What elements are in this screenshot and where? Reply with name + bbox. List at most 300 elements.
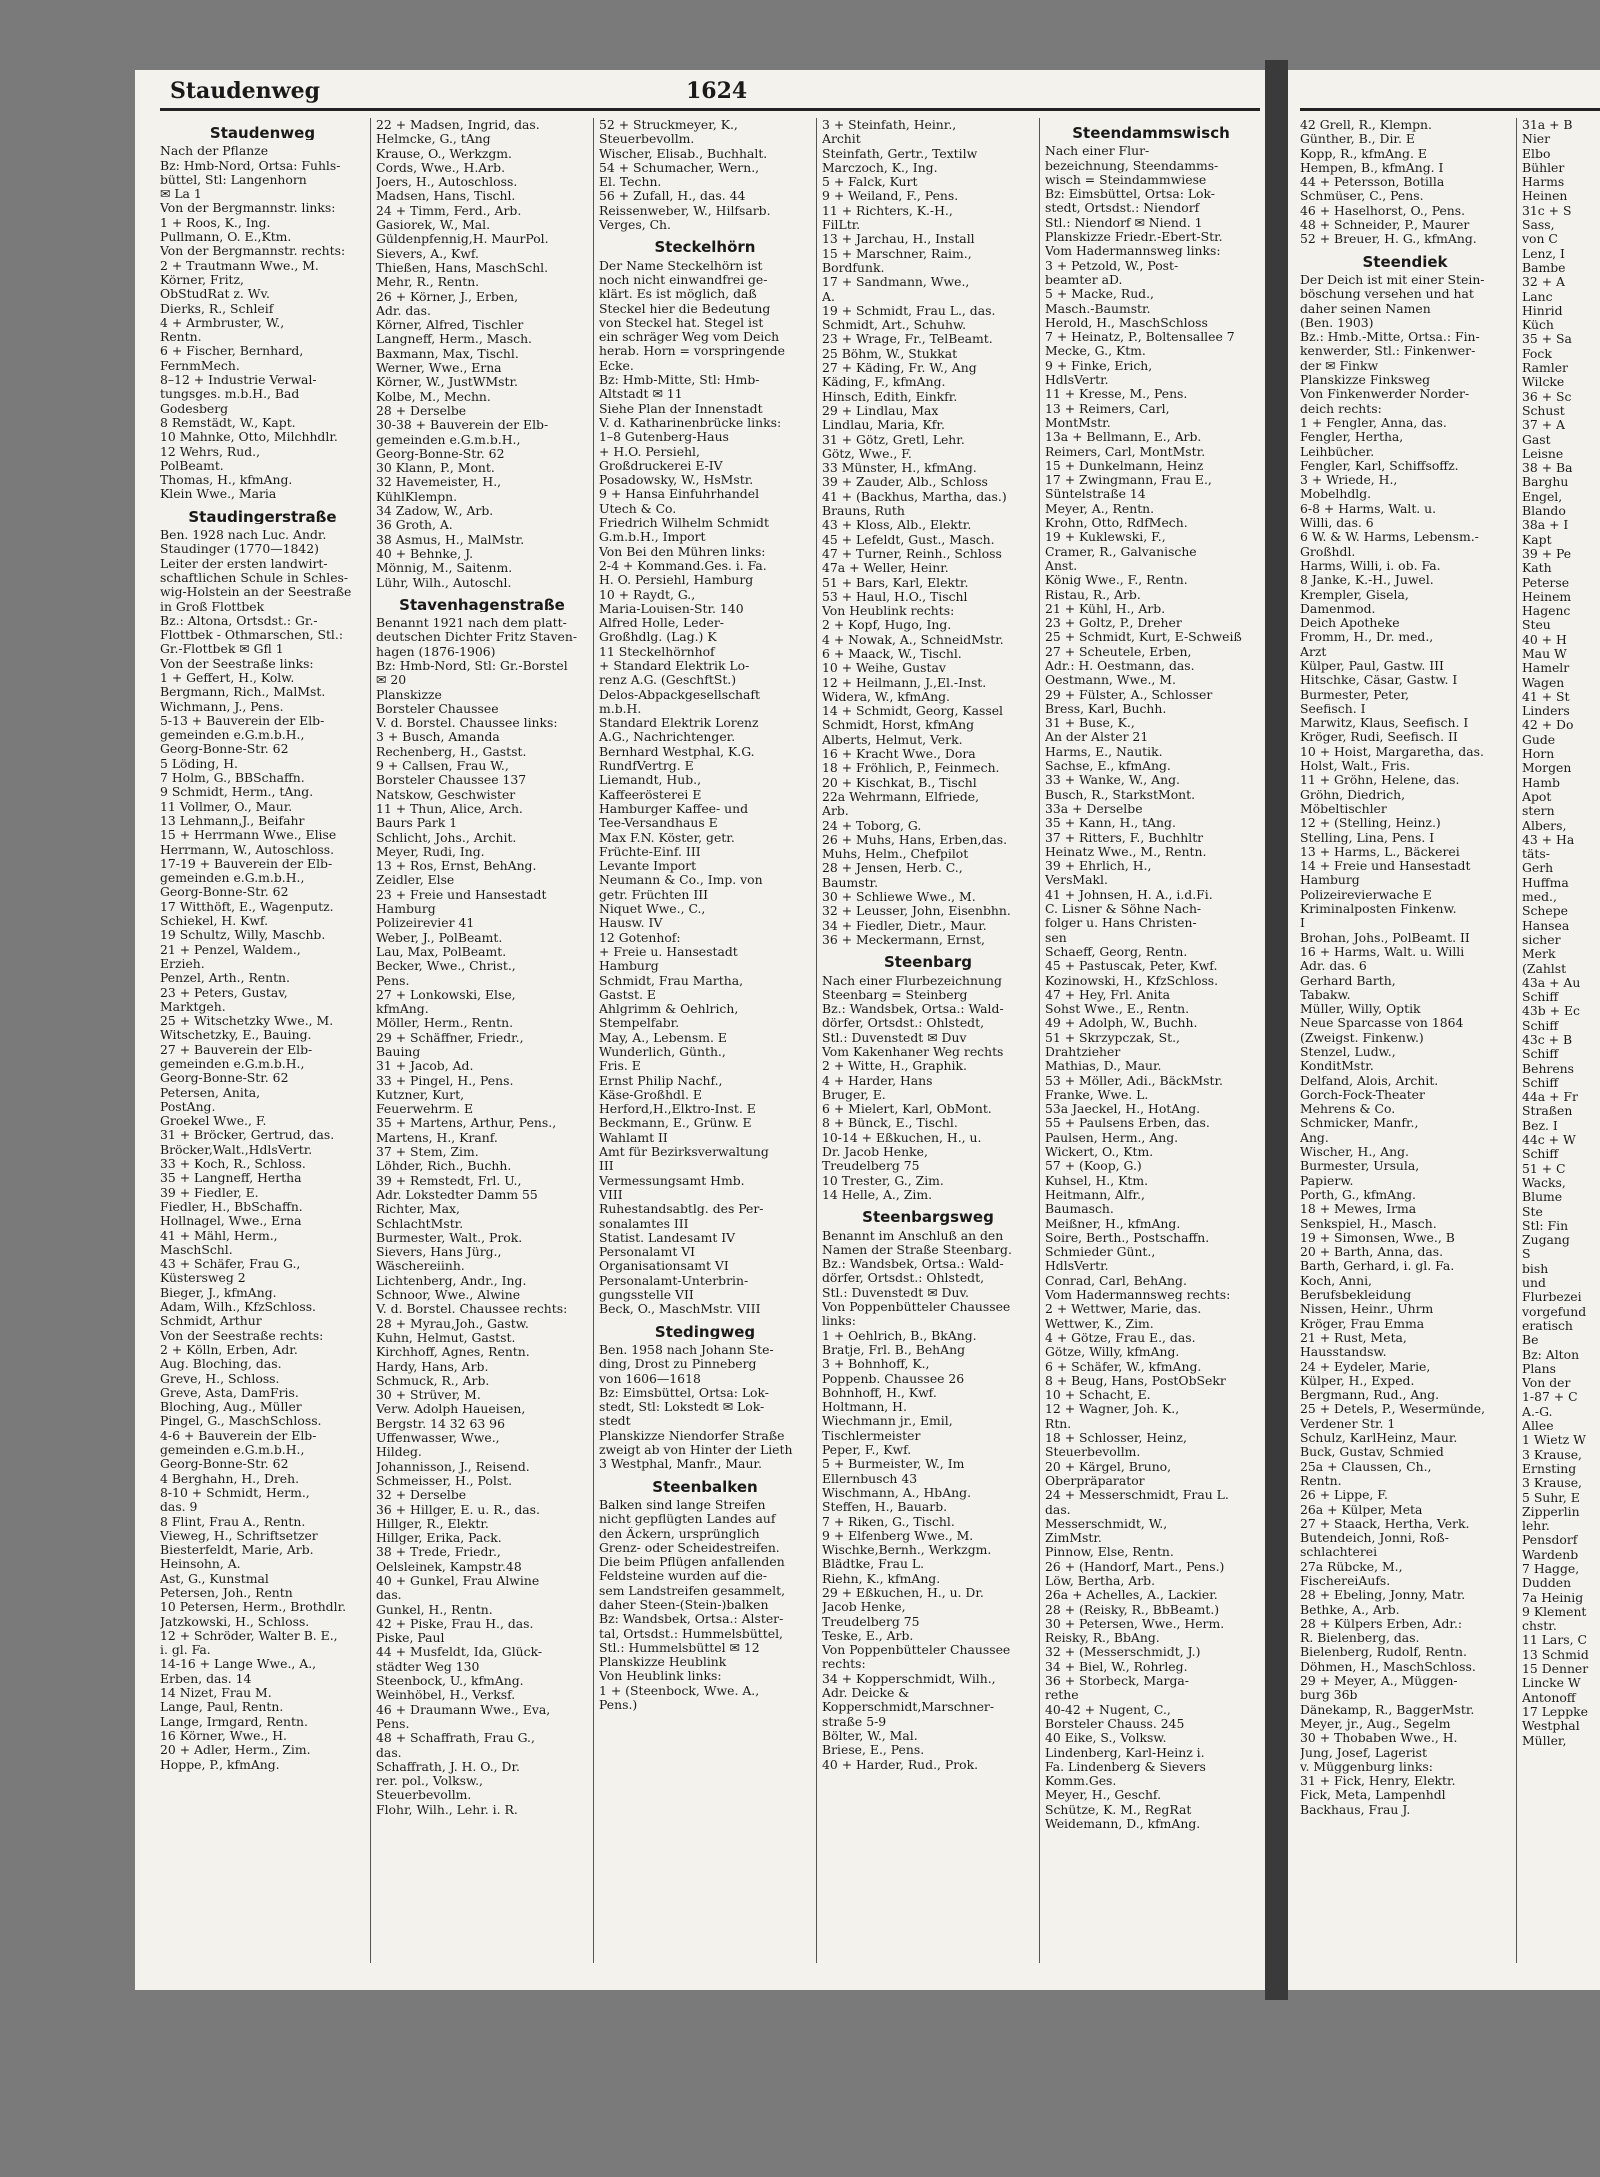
- directory-entry-line: Greve, Asta, DamFris.: [160, 1385, 299, 1400]
- directory-entry-line: Martens, H., Kranf.: [376, 1130, 498, 1145]
- directory-entry-line: 11 Steckelhörnhof: [599, 644, 715, 659]
- directory-entry-line: 24 + Timm, Ferd., Arb.: [376, 203, 522, 218]
- directory-entry-line: gemeinden e.G.m.b.H.,: [160, 1443, 305, 1458]
- directory-entry-line: Günther, B., Dir. E: [1300, 132, 1415, 147]
- directory-entry-line: 16 + Harms, Walt. u. Willi: [1300, 944, 1465, 959]
- directory-entry-line: Straßen: [1522, 1104, 1573, 1119]
- directory-entry-line: Piske, Paul: [376, 1631, 445, 1646]
- directory-entry-line: Huffma: [1522, 875, 1569, 890]
- directory-entry-line: gemeinden e.G.m.b.H.,: [160, 728, 305, 743]
- directory-entry-line: Heinsohn, A.: [160, 1557, 241, 1572]
- directory-entry-line: (Zahlst: [1522, 961, 1567, 976]
- directory-entry-line: Bratje, Frl. B., BehAng: [822, 1342, 966, 1357]
- directory-entry-line: Polizeirevier 41: [376, 916, 475, 931]
- directory-entry-line: Großdruckerei E-IV: [599, 458, 723, 473]
- directory-entry-line: Vom Kakenhaner Weg rechts: [822, 1045, 1004, 1059]
- directory-entry-line: Maria-Louisen-Str. 140: [599, 601, 744, 616]
- directory-entry-line: 13 + Harms, L., Bäckerei: [1300, 844, 1460, 859]
- directory-entry-line: 44c + W: [1522, 1133, 1576, 1148]
- directory-entry-line: Elbo: [1522, 146, 1551, 161]
- directory-entry-line: Von Poppenbütteler Chaussee: [822, 1643, 1011, 1658]
- directory-entry-line: Küstersweg 2: [160, 1271, 246, 1286]
- directory-entry-line: Flohr, Wilh., Lehr. i. R.: [376, 1802, 518, 1817]
- directory-entry-line: 25 + Detels, P., Wesermünde,: [1300, 1402, 1486, 1417]
- directory-entry-line: 38 Asmus, H., MalMstr.: [376, 532, 525, 547]
- directory-entry-line: Brohan, Johs., PolBeamt. II: [1300, 930, 1470, 945]
- directory-entry-line: 3 Krause,: [1522, 1476, 1582, 1491]
- directory-entry-line: von C: [1522, 232, 1558, 247]
- directory-entry-line: Hillger, R., Elektr.: [376, 1516, 489, 1531]
- directory-entry-line: 1-87 + C: [1522, 1390, 1578, 1405]
- directory-entry-line: und: [1522, 1276, 1546, 1291]
- directory-entry-line: 43 + Schäfer, Frau G.,: [160, 1257, 301, 1272]
- directory-entry-line: Gude: [1522, 732, 1556, 747]
- directory-entry-line: Dudden: [1522, 1576, 1572, 1591]
- directory-entry-line: Nier: [1522, 132, 1551, 147]
- directory-entry-line: Peterse: [1522, 575, 1570, 590]
- directory-entry-line: rer. pol., Volksw.,: [376, 1774, 483, 1789]
- directory-entry-line: Erben, das. 14: [160, 1671, 252, 1686]
- directory-entry-line: Gerhard Barth,: [1300, 973, 1396, 988]
- directory-entry-line: 32 + Leusser, John, Eisenbhn.: [822, 904, 1011, 919]
- directory-entry-line: Mönnig, M., Saitenm.: [376, 561, 513, 576]
- directory-entry-line: bezeichnung, Steendamms-: [1045, 158, 1219, 173]
- directory-entry-line: Weidemann, D., kfmAng.: [1045, 1817, 1201, 1832]
- directory-entry-line: Albers,: [1522, 818, 1567, 833]
- directory-entry-line: Schiff: [1522, 990, 1559, 1005]
- directory-entry-line: 10 + Raydt, G.,: [599, 587, 696, 602]
- directory-entry-line: Lange, Paul, Rentn.: [160, 1700, 284, 1715]
- directory-entry-line: Bloching, Aug., Müller: [160, 1400, 302, 1415]
- directory-entry-line: Pens.): [599, 1698, 638, 1713]
- directory-entry-line: 13a + Bellmann, E., Arb.: [1045, 430, 1202, 445]
- directory-entry-line: Arzt: [1300, 644, 1327, 659]
- directory-entry-line: Meißner, H., kfmAng.: [1045, 1216, 1181, 1231]
- directory-entry-line: Peper, F., Kwf.: [822, 1443, 912, 1458]
- directory-entry-line: herab. Horn = vorspringende: [599, 344, 785, 359]
- directory-entry-line: 9 + Finke, Erich,: [1045, 358, 1153, 373]
- directory-entry-line: Linders: [1522, 704, 1570, 719]
- directory-entry-line: Posadowsky, W., HsMstr.: [599, 473, 754, 488]
- directory-entry-line: Zipperlin: [1522, 1504, 1580, 1519]
- directory-entry-line: Wilcke: [1522, 375, 1565, 390]
- directory-entry-line: Pens.: [376, 1716, 410, 1731]
- directory-column-3: [599, 118, 811, 1712]
- directory-entry-line: Krohn, Otto, RdfMech.: [1045, 516, 1188, 531]
- directory-entry-line: Bz.: Wandsbek, Ortsa.: Wald-: [822, 1257, 1004, 1272]
- directory-entry-line: Backhaus, Frau J.: [1300, 1802, 1411, 1817]
- directory-entry-line: 10-14 + Eßkuchen, H., u.: [822, 1130, 982, 1145]
- directory-entry-line: 52 + Breuer, H. G., kfmAng.: [1300, 232, 1477, 247]
- directory-entry-line: 4 + Armbruster, W.,: [160, 315, 285, 330]
- directory-entry-line: KühlKlempn.: [376, 489, 458, 504]
- directory-entry-line: stedt, Ortsdst.: Niendorf: [1045, 201, 1200, 216]
- directory-entry-line: Namen der Straße Steenbarg.: [822, 1242, 1012, 1257]
- directory-entry-line: 34 + Kopperschmidt, Wilh.,: [822, 1671, 996, 1686]
- directory-entry-line: 4-6 + Bauverein der Elb-: [160, 1428, 317, 1443]
- directory-entry-line: 1 + Geffert, H., Kolw.: [160, 670, 295, 685]
- directory-entry-line: Ecke.: [599, 358, 634, 373]
- directory-entry-line: Gasiorek, W., Mal.: [376, 218, 491, 233]
- directory-entry-line: 32 + Derselbe: [376, 1488, 467, 1503]
- directory-entry-line: 18 + Schlosser, Heinz,: [1045, 1431, 1187, 1446]
- directory-entry-line: Reisky, R., BbAng.: [1045, 1631, 1160, 1646]
- directory-entry-line: 4 Berghahn, H., Dreh.: [160, 1471, 300, 1486]
- directory-entry-line: Schmidt, Art., Schuhw.: [822, 318, 967, 333]
- directory-entry-line: SchlachtMstr.: [376, 1216, 464, 1231]
- directory-entry-line: 7 Hagge,: [1522, 1561, 1580, 1576]
- directory-entry-line: Helmcke, G., tAng: [376, 132, 491, 147]
- directory-entry-line: 41 + (Backhus, Martha, das.): [822, 489, 1007, 504]
- directory-entry-line: 30-38 + Bauverein der Elb-: [376, 418, 549, 433]
- directory-entry-line: Meyer, H., Geschf.: [1045, 1788, 1162, 1803]
- directory-entry-line: 28 + (Reisky, R., BbBeamt.): [1045, 1602, 1220, 1617]
- directory-entry-line: Archit: [822, 132, 861, 147]
- directory-entry-line: Briese, E., Pens.: [822, 1743, 925, 1758]
- directory-entry-line: 35 + Langneff, Hertha: [160, 1171, 302, 1186]
- directory-column-4: [822, 118, 1034, 1772]
- directory-entry-line: Flurbezei: [1522, 1290, 1582, 1305]
- directory-entry-line: 29 + Fülster, A., Schlosser: [1045, 687, 1213, 702]
- page-number: 1624: [686, 78, 748, 104]
- directory-entry-line: Alfred Holle, Leder-: [599, 616, 724, 631]
- directory-entry-line: 47 + Hey, Frl. Anita: [1045, 987, 1171, 1002]
- directory-entry-line: 11 + Richters, K.-H.,: [822, 203, 953, 218]
- directory-entry-line: 13 + Reimers, Carl,: [1045, 401, 1170, 416]
- directory-entry-line: Bez. I: [1522, 1118, 1558, 1133]
- directory-entry-line: 55 + Paulsens Erben, das.: [1045, 1116, 1210, 1131]
- directory-entry-line: 11 + Gröhn, Helene, das.: [1300, 773, 1460, 788]
- street-heading: Steendammswisch: [1072, 126, 1230, 141]
- directory-entry-line: links:: [822, 1314, 856, 1329]
- directory-entry-line: 48 + Schneider, P., Maurer: [1300, 218, 1470, 233]
- directory-entry-line: 39 + Ehrlich, H.,: [1045, 859, 1152, 874]
- directory-entry-line: Stl.: Niendorf ✉ Niend. 1: [1045, 215, 1203, 230]
- directory-entry-line: 25 + Witschetzky Wwe., M.: [160, 1014, 334, 1029]
- directory-entry-line: Staudinger (1770—1842): [160, 542, 319, 557]
- directory-entry-line: 6 + Schäfer, W., kfmAng.: [1045, 1359, 1202, 1374]
- directory-entry-line: 40 + H: [1522, 632, 1567, 647]
- directory-entry-line: Steuerbevollm.: [599, 132, 695, 147]
- directory-entry-line: Neue Sparcasse von 1864: [1300, 1016, 1464, 1031]
- directory-entry-line: Herrmann, W., Autoschloss.: [160, 842, 335, 857]
- directory-entry-line: 14 + Schmidt, Georg, Kassel: [822, 704, 1004, 719]
- directory-entry-line: Hausstandsw.: [1300, 1345, 1387, 1360]
- directory-entry-line: 30 + Schliewe Wwe., M.: [822, 890, 976, 905]
- directory-entry-line: 27 + Bauverein der Elb-: [160, 1042, 313, 1057]
- directory-entry-line: ✉ La 1: [160, 187, 202, 202]
- directory-entry-line: Schepe: [1522, 904, 1569, 919]
- directory-entry-line: Vom Hadermannsweg links:: [1045, 244, 1221, 259]
- directory-entry-line: Brauns, Ruth: [822, 504, 905, 519]
- directory-entry-line: 11 Vollmer, O., Maur.: [160, 799, 293, 814]
- directory-entry-line: 2 + Kopf, Hugo, Ing.: [822, 618, 952, 633]
- directory-entry-line: das. 9: [160, 1500, 198, 1515]
- running-head-street: Staudenweg: [170, 78, 320, 104]
- directory-entry-line: Komm.Ges.: [1045, 1774, 1117, 1789]
- directory-entry-line: Reissenweber, W., Hilfsarb.: [599, 203, 771, 218]
- column-separator: [593, 118, 594, 1963]
- directory-entry-line: 21 + Rust, Meta,: [1300, 1330, 1407, 1345]
- directory-entry-line: Gastst. E: [599, 987, 656, 1002]
- directory-entry-line: Feuerwehrm. E: [376, 1102, 474, 1117]
- directory-entry-line: 26 + (Handorf, Mart., Pens.): [1045, 1559, 1225, 1574]
- directory-entry-line: Müller, Willy, Optik: [1300, 1002, 1421, 1017]
- directory-entry-line: Borsteler Chaussee 137: [376, 773, 527, 788]
- directory-entry-line: 46 + Haselhorst, O., Pens.: [1300, 203, 1466, 218]
- directory-entry-line: Schmidt, Frau Martha,: [599, 973, 744, 988]
- directory-entry-line: 12 Wehrs, Rud.,: [160, 444, 261, 459]
- directory-entry-line: Merk: [1522, 947, 1556, 962]
- directory-entry-line: Ast, G., Kunstmal: [160, 1571, 269, 1586]
- column-separator: [1039, 118, 1040, 1963]
- directory-entry-line: Borsteler Chauss. 245: [1045, 1716, 1185, 1731]
- directory-entry-line: Fris. E: [599, 1059, 641, 1074]
- directory-entry-line: Von Heublink links:: [599, 1669, 722, 1684]
- directory-entry-line: Plans: [1522, 1361, 1557, 1376]
- directory-entry-line: Witschetzky, E., Bauing.: [160, 1028, 312, 1043]
- directory-entry-line: Lühr, Wilh., Autoschl.: [376, 575, 512, 590]
- directory-entry-line: HdlsVertr.: [1045, 373, 1109, 388]
- directory-entry-line: 29 + Meyer, A., Müggen-: [1300, 1674, 1458, 1689]
- directory-entry-line: Bühler: [1522, 160, 1565, 175]
- directory-entry-line: Tee-Versandhaus E: [599, 816, 718, 831]
- directory-entry-line: das.: [1045, 1502, 1071, 1517]
- directory-entry-line: Baurs Park 1: [376, 816, 458, 831]
- directory-entry-line: 44 + Petersson, Botilla: [1300, 175, 1445, 190]
- directory-entry-line: schaftlichen Schule in Schles-: [160, 570, 349, 585]
- directory-entry-line: Bruger, E.: [822, 1087, 886, 1102]
- directory-entry-line: Vieweg, H., Schriftsetzer: [160, 1528, 318, 1543]
- directory-entry-line: Schiff: [1522, 1018, 1559, 1033]
- directory-entry-line: 20 + Barth, Anna, das.: [1300, 1245, 1444, 1260]
- directory-entry-line: Von der Bergmannstr. rechts:: [160, 244, 346, 259]
- directory-entry-line: Pullmann, O. E.,Ktm.: [160, 230, 292, 245]
- directory-entry-line: Kriminalposten Finkenw.: [1300, 902, 1457, 917]
- directory-entry-line: Sohst Wwe., E., Rentn.: [1045, 1002, 1190, 1017]
- directory-entry-line: Paulsen, Herm., Ang.: [1045, 1130, 1179, 1145]
- directory-entry-line: Bambe: [1522, 260, 1566, 275]
- directory-entry-line: Damenmod.: [1300, 601, 1376, 616]
- directory-entry-line: tungsges. m.b.H., Bad: [160, 387, 300, 402]
- directory-entry-line: Ellernbusch 43: [822, 1471, 918, 1486]
- directory-entry-line: Stelling, Lina, Pens. I: [1300, 830, 1435, 845]
- directory-entry-line: Schmidt, Horst, kfmAng: [822, 718, 975, 733]
- directory-entry-line: i. gl. Fa.: [160, 1643, 211, 1658]
- directory-entry-line: Benannt im Anschluß an den: [822, 1228, 1004, 1243]
- directory-entry-line: Becker, Wwe., Christ.,: [376, 959, 516, 974]
- directory-entry-line: Ernsting: [1522, 1461, 1577, 1476]
- directory-entry-line: Ste: [1522, 1204, 1543, 1219]
- directory-entry-line: Thießen, Hans, MaschSchl.: [376, 260, 549, 275]
- directory-entry-line: S: [1522, 1247, 1531, 1262]
- directory-entry-line: 13 Lehmann,J., Beifahr: [160, 813, 305, 828]
- directory-entry-line: 9 + Weiland, F., Pens.: [822, 189, 959, 204]
- directory-entry-line: Vermessungsamt Hmb.: [599, 1173, 745, 1188]
- directory-entry-line: sonalamtes III: [599, 1216, 689, 1231]
- directory-entry-line: 4 + Götze, Frau E., das.: [1045, 1330, 1196, 1345]
- directory-entry-line: 1–8 Gutenberg-Haus: [599, 430, 729, 445]
- directory-entry-line: VersMakl.: [1045, 873, 1108, 888]
- directory-entry-line: Riehn, K., kfmAng.: [822, 1571, 941, 1586]
- directory-entry-line: Hamburg: [1300, 873, 1360, 888]
- directory-entry-line: folger u. Hans Christen-: [1045, 916, 1197, 931]
- directory-entry-line: Hamelr: [1522, 661, 1570, 676]
- directory-entry-line: Külper, Paul, Gastw. III: [1300, 658, 1444, 673]
- directory-entry-line: Thomas, H., kfmAng.: [160, 473, 293, 488]
- directory-entry-line: Möbeltischler: [1300, 801, 1387, 816]
- directory-entry-line: Max F.N. Köster, getr.: [599, 830, 735, 845]
- directory-column-5: [1045, 118, 1257, 1831]
- directory-entry-line: Messerschmidt, W.,: [1045, 1516, 1168, 1531]
- directory-entry-line: 1 + Oehlrich, B., BkAng.: [822, 1328, 977, 1343]
- directory-entry-line: 8-10 + Schmidt, Herm.,: [160, 1485, 310, 1500]
- directory-entry-line: 35 + Kann, H., tAng.: [1045, 816, 1176, 831]
- directory-entry-line: Treudelberg 75: [822, 1614, 920, 1629]
- directory-entry-line: straße 5-9: [822, 1714, 887, 1729]
- directory-entry-line: 11 + Kresse, M., Pens.: [1045, 387, 1188, 402]
- directory-entry-line: 12 + Heilmann, J.,El.-Inst.: [822, 675, 987, 690]
- directory-entry-line: Früchte-Einf. III: [599, 844, 701, 859]
- directory-entry-line: noch nicht einwandfrei ge-: [599, 272, 768, 287]
- directory-entry-line: von Steckel hat. Stegel ist: [599, 315, 764, 330]
- directory-entry-line: Die beim Pflügen anfallenden: [599, 1555, 785, 1570]
- directory-entry-line: Verw. Adolph Haueisen,: [376, 1402, 526, 1417]
- directory-entry-line: Polizeirevierwache E: [1300, 887, 1432, 902]
- directory-entry-line: PostAng.: [160, 1099, 216, 1114]
- directory-entry-line: Harms: [1522, 175, 1565, 190]
- directory-entry-line: Lindlau, Maria, Kfr.: [822, 418, 945, 433]
- directory-entry-line: Herold, H., MaschSchloss: [1045, 315, 1208, 330]
- directory-entry-line: Gast: [1522, 432, 1551, 447]
- directory-entry-line: Wischer, Elisab., Buchhalt.: [599, 146, 768, 161]
- directory-entry-line: Schiff: [1522, 1047, 1559, 1062]
- directory-entry-line: Baumasch.: [1045, 1202, 1114, 1217]
- directory-entry-line: schlachterei: [1300, 1545, 1378, 1560]
- directory-entry-line: 27 + Lonkowski, Else,: [376, 987, 516, 1002]
- directory-entry-line: wisch = Steindammwiese: [1045, 172, 1207, 187]
- directory-entry-line: Porth, G., kfmAng.: [1300, 1187, 1416, 1202]
- directory-entry-line: Großhdl.: [1300, 544, 1356, 559]
- directory-entry-line: Kuhn, Helmut, Gastst.: [376, 1330, 516, 1345]
- directory-entry-line: 22a Wehrmann, Elfriede,: [822, 789, 980, 804]
- directory-entry-line: das.: [376, 1588, 402, 1603]
- directory-entry-line: VIII: [599, 1187, 623, 1202]
- directory-entry-line: ZimMstr.: [1045, 1531, 1102, 1546]
- directory-entry-line: Kath: [1522, 561, 1552, 576]
- directory-entry-line: 3 Krause,: [1522, 1447, 1582, 1462]
- directory-entry-line: FernmMech.: [160, 358, 240, 373]
- directory-entry-line: Von Poppenbütteler Chaussee: [822, 1300, 1011, 1315]
- directory-entry-line: Bz: Hmb-Nord, Stl: Gr.-Borstel: [376, 658, 568, 673]
- directory-entry-line: 33 Münster, H., kfmAng.: [822, 461, 977, 476]
- directory-entry-line: 4 + Harder, Hans: [822, 1073, 933, 1088]
- directory-entry-line: (Zweigst. Finkenw.): [1300, 1030, 1424, 1045]
- directory-entry-line: Dr. Jacob Henke,: [822, 1145, 928, 1160]
- directory-entry-line: 1 + Fengler, Anna, das.: [1300, 415, 1447, 430]
- directory-entry-line: Burmester, Ursula,: [1300, 1159, 1420, 1174]
- directory-entry-line: Bz.: Wandsbek, Ortsa.: Wald-: [822, 1002, 1004, 1017]
- directory-entry-line: Wettwer, K., Zim.: [1045, 1316, 1154, 1331]
- directory-entry-line: 17 + Sandmann, Wwe.,: [822, 275, 970, 290]
- directory-entry-line: eratisch: [1522, 1318, 1573, 1333]
- directory-entry-line: 39 + Fiedler, E.: [160, 1185, 259, 1200]
- directory-entry-line: ding, Drost zu Pinneberg: [599, 1357, 757, 1372]
- directory-entry-line: Hausw. IV: [599, 916, 663, 931]
- directory-entry-line: Cramer, R., Galvanische: [1045, 544, 1197, 559]
- directory-entry-line: 35 + Martens, Arthur, Pens.,: [376, 1116, 557, 1131]
- directory-entry-line: 37 + Ritters, F., Buchhltr: [1045, 830, 1204, 845]
- directory-entry-line: 8 Janke, K.-H., Juwel.: [1300, 573, 1434, 588]
- directory-entry-line: 1 Wietz W: [1522, 1433, 1586, 1448]
- directory-entry-line: Schütze, K. M., RegRat: [1045, 1802, 1192, 1817]
- directory-entry-line: (Ben. 1903): [1300, 315, 1374, 330]
- directory-entry-line: Wacks,: [1522, 1175, 1566, 1190]
- directory-entry-line: Heinatz Wwe., M., Rentn.: [1045, 844, 1207, 859]
- directory-entry-line: Schaffrath, J. H. O., Dr.: [376, 1759, 520, 1774]
- directory-entry-line: Schnoor, Wwe., Alwine: [376, 1288, 521, 1303]
- directory-entry-line: Steenbock, U., kfmAng.: [376, 1674, 524, 1689]
- directory-entry-line: 2 + Wettwer, Marie, das.: [1045, 1302, 1202, 1317]
- directory-entry-line: Balken sind lange Streifen: [599, 1497, 766, 1512]
- directory-entry-line: Mehr, R., Rentn.: [376, 275, 480, 290]
- directory-entry-line: Pensdorf: [1522, 1533, 1578, 1548]
- directory-entry-line: stedt, Stl: Lokstedt ✉ Lok-: [599, 1400, 765, 1415]
- directory-entry-line: Rtn.: [1045, 1416, 1072, 1431]
- directory-entry-line: Georg-Bonne-Str. 62: [160, 1071, 289, 1086]
- directory-entry-line: Ristau, R., Arb.: [1045, 587, 1141, 602]
- directory-entry-line: Papierw.: [1300, 1173, 1354, 1188]
- directory-entry-line: Käding, F., kfmAng.: [822, 375, 946, 390]
- directory-entry-line: 10 Mahnke, Otto, Milchhdlr.: [160, 430, 338, 445]
- directory-entry-line: 2 + Witte, H., Graphik.: [822, 1059, 967, 1074]
- directory-entry-line: Aug. Bloching, das.: [160, 1357, 282, 1372]
- directory-entry-line: Hardy, Hans, Arb.: [376, 1359, 489, 1374]
- directory-entry-line: 23 + Freie und Hansestadt: [376, 887, 547, 902]
- directory-entry-line: sem Landstreifen gesammelt,: [599, 1583, 786, 1598]
- directory-entry-line: Döhmen, H., MaschSchloss.: [1300, 1659, 1476, 1674]
- street-heading: Staudenweg: [209, 126, 316, 141]
- directory-entry-line: gemeinden e.G.m.b.H.,: [160, 1057, 305, 1071]
- column-separator: [816, 118, 817, 1963]
- directory-entry-line: Lincke W: [1522, 1676, 1581, 1691]
- directory-entry-line: Harms, Willi, i. ob. Fa.: [1300, 558, 1441, 573]
- directory-entry-line: Richter, Max,: [376, 1202, 460, 1217]
- directory-entry-line: Seefisch. I: [1300, 701, 1366, 716]
- directory-entry-line: 8–12 + Industrie Verwal-: [160, 373, 317, 388]
- directory-entry-line: Jatzkowski, H., Schloss.: [160, 1614, 310, 1629]
- directory-entry-line: 7 + Heinatz, P., Boltensallee 7: [1045, 330, 1235, 345]
- directory-entry-line: Bz: Hmb-Nord, Ortsa: Fuhls-: [160, 158, 341, 173]
- directory-entry-line: ObStudRat z. Wv.: [160, 287, 270, 302]
- directory-entry-line: Von der Seestraße links:: [160, 656, 314, 671]
- directory-entry-line: 38 + Ba: [1522, 461, 1573, 476]
- directory-entry-line: 52 + Struckmeyer, K.,: [599, 118, 738, 132]
- directory-entry-line: Meyer, jr., Aug., Segelm: [1300, 1716, 1451, 1731]
- directory-entry-line: Kröger, Frau Emma: [1300, 1316, 1425, 1331]
- directory-entry-line: 36 + Sc: [1522, 389, 1572, 404]
- directory-entry-line: + H.O. Persiehl,: [599, 444, 700, 459]
- directory-entry-line: 28 + Derselbe: [376, 403, 467, 418]
- directory-entry-line: 27 + Staack, Hertha, Verk.: [1300, 1516, 1470, 1531]
- directory-entry-line: Grenz- oder Scheidestreifen.: [599, 1540, 780, 1555]
- directory-column-6: [1300, 118, 1510, 1817]
- directory-entry-line: Bergmann, Rich., MalMst.: [160, 685, 326, 700]
- directory-entry-line: Berufsbekleidung: [1300, 1288, 1412, 1303]
- directory-entry-line: Müller,: [1522, 1733, 1567, 1748]
- directory-entry-line: 32 + A: [1522, 275, 1565, 290]
- directory-entry-line: Götz, Wwe., F.: [822, 446, 912, 461]
